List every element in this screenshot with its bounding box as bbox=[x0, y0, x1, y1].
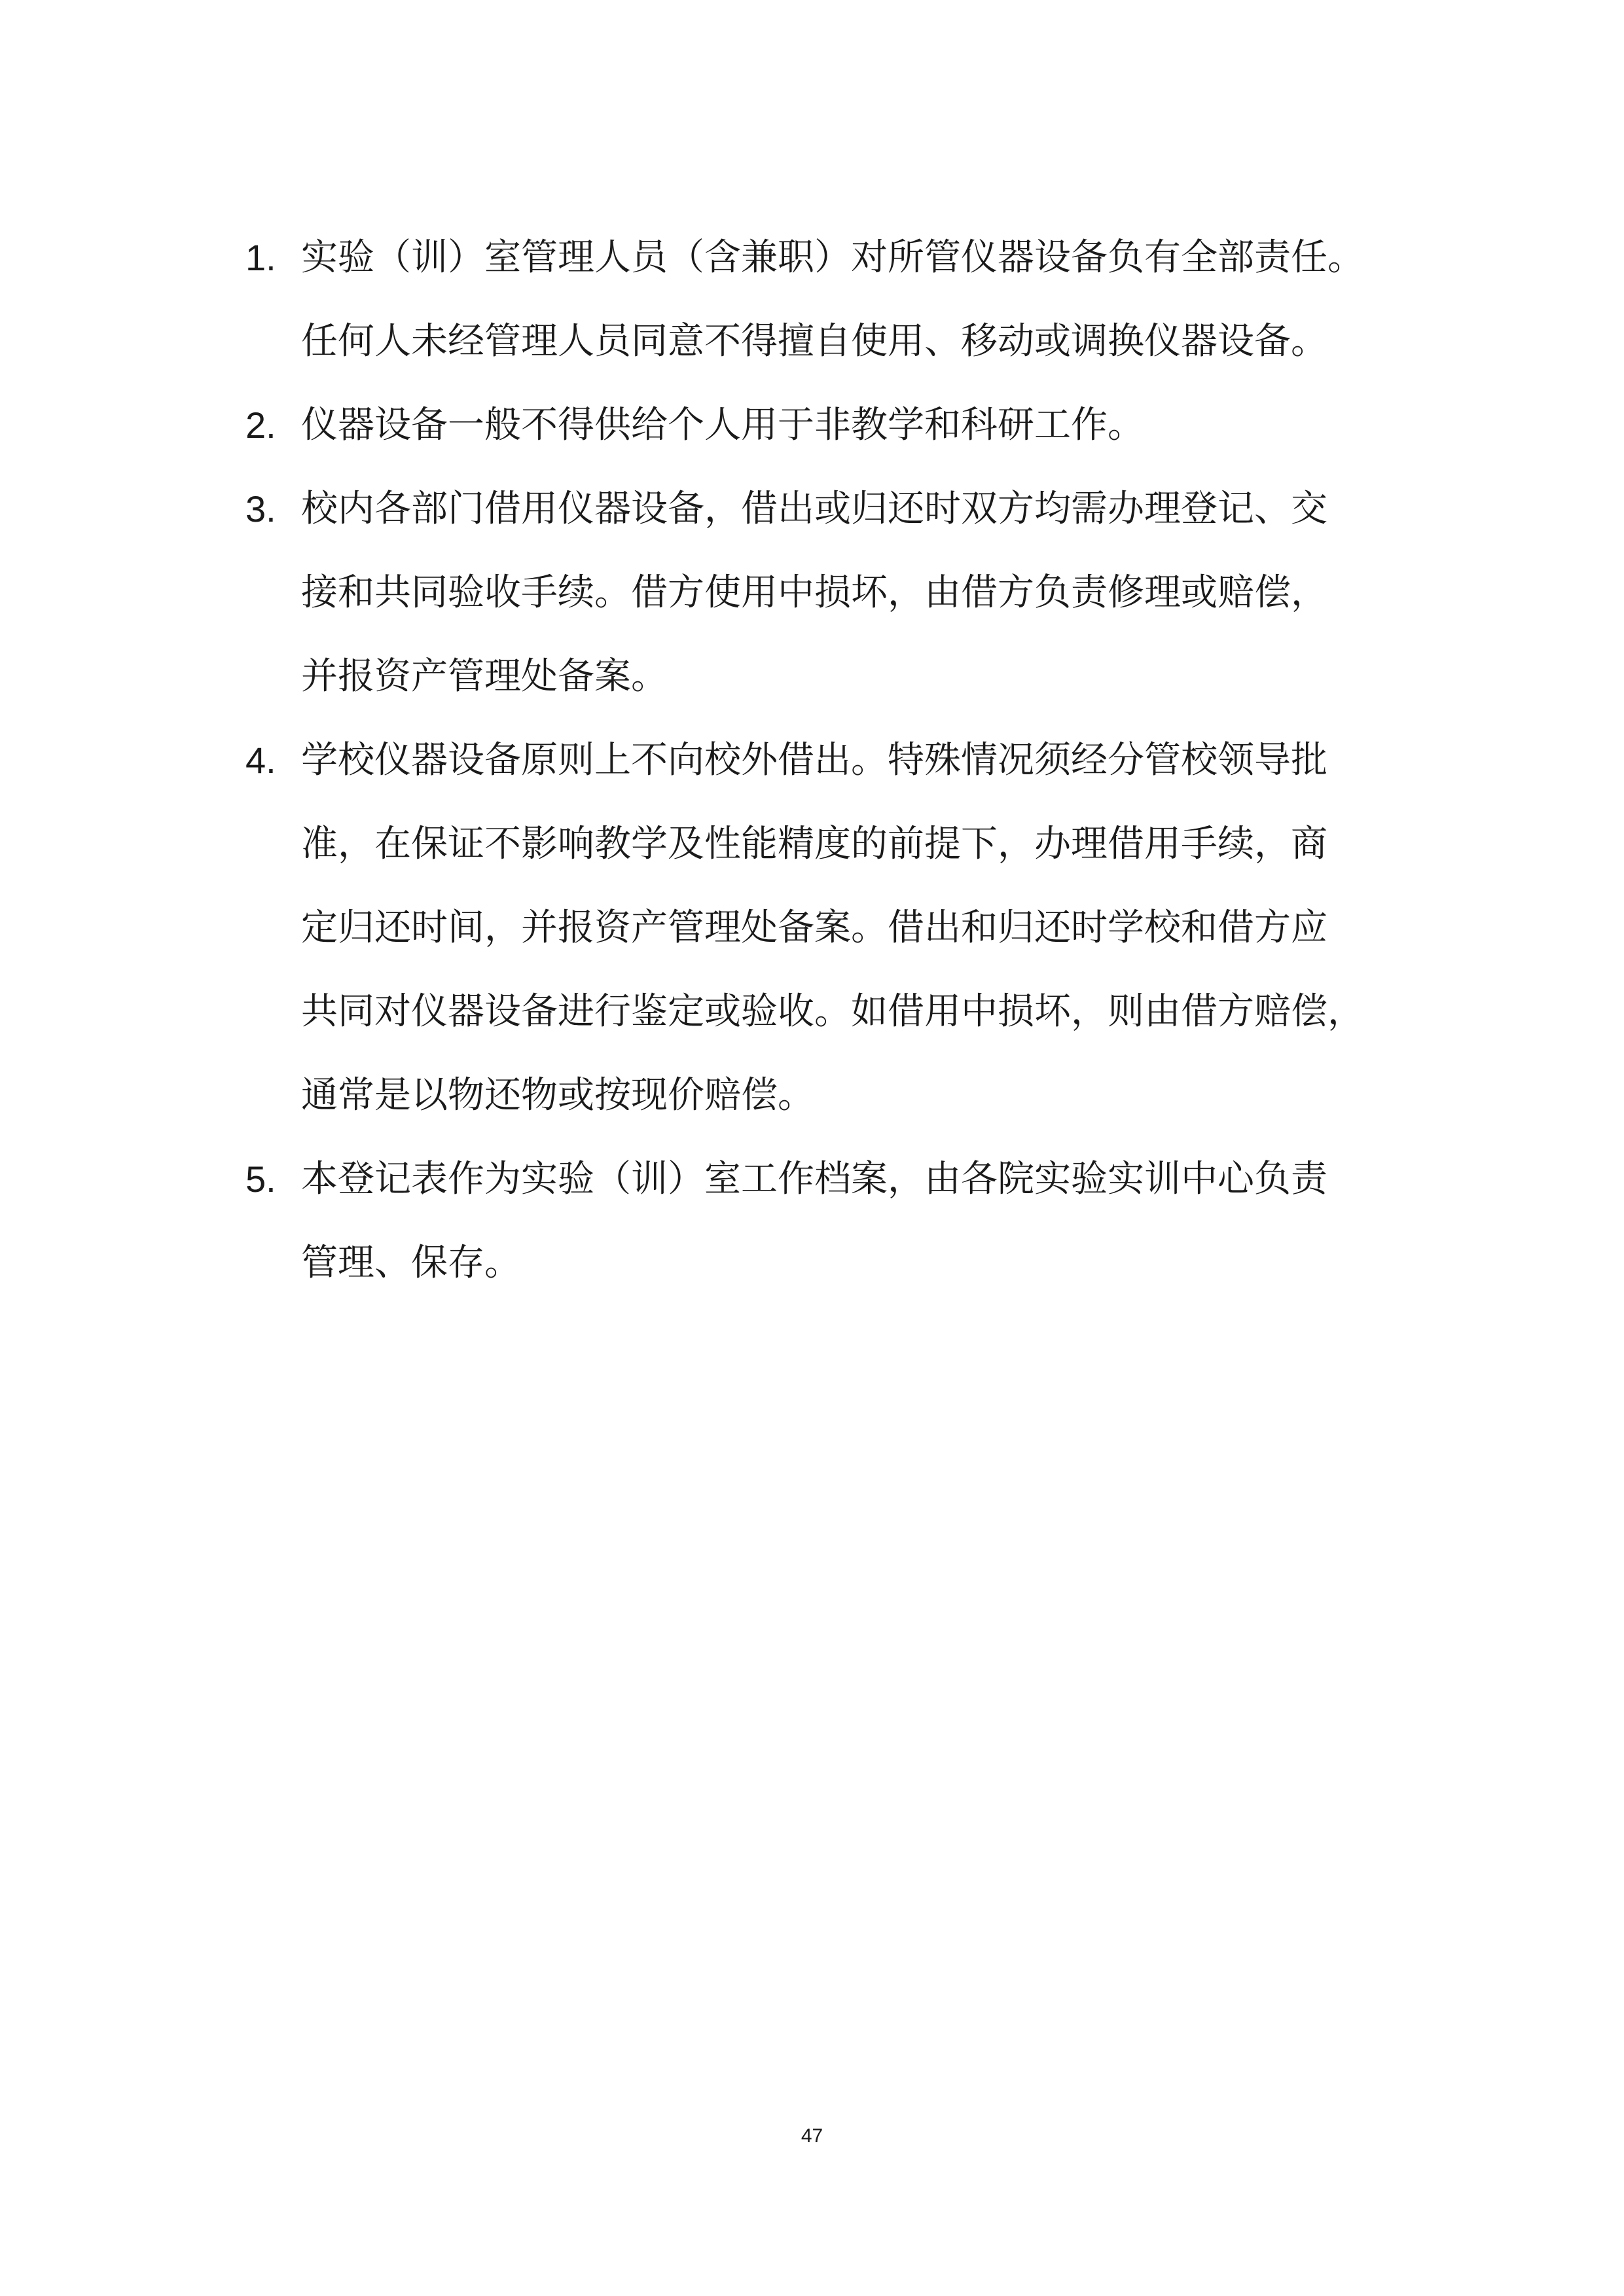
page-number: 47 bbox=[801, 2125, 823, 2147]
item-text-line: 实验（训）室管理人员（含兼职）对所管仪器设备负有全部责任。 bbox=[301, 236, 1364, 279]
item-number: 2. bbox=[245, 404, 276, 446]
item-text-line: 学校仪器设备原则上不向校外借出。特殊情况须经分管校领导批 bbox=[301, 739, 1327, 781]
item-text-line: 管理、保存。 bbox=[301, 1242, 521, 1284]
regulation-list bbox=[239, 216, 1404, 1305]
list-item bbox=[239, 1138, 1404, 1305]
item-text-line: 仪器设备一般不得供给个人用于非教学和科研工作。 bbox=[301, 404, 1144, 446]
list-item bbox=[239, 719, 1404, 1138]
item-text-line: 接和共同验收手续。借方使用中损坏，由借方负责修理或赔偿， bbox=[301, 571, 1327, 614]
item-number: 5. bbox=[245, 1158, 276, 1200]
item-text-line: 准，在保证不影响教学及性能精度的前提下，办理借用手续，商 bbox=[301, 823, 1327, 865]
list-item bbox=[239, 384, 1404, 467]
item-text-line: 共同对仪器设备进行鉴定或验收。如借用中损坏，则由借方赔偿， bbox=[301, 990, 1364, 1033]
item-text-line: 定归还时间，并报资产管理处备案。借出和归还时学校和借方应 bbox=[301, 906, 1327, 949]
item-text-line: 校内各部门借用仪器设备，借出或归还时双方均需办理登记、交 bbox=[301, 488, 1327, 530]
item-number: 4. bbox=[245, 740, 276, 781]
item-text-line: 并报资产管理处备案。 bbox=[301, 655, 668, 698]
item-text-line: 通常是以物还物或按现价赔偿。 bbox=[301, 1074, 814, 1117]
list-item bbox=[239, 467, 1404, 719]
list-item bbox=[239, 216, 1404, 384]
item-number: 3. bbox=[245, 488, 276, 529]
item-text-line: 本登记表作为实验（训）室工作档案，由各院实验实训中心负责 bbox=[301, 1158, 1327, 1200]
item-text-line: 任何人未经管理人员同意不得擅自使用、移动或调换仪器设备。 bbox=[301, 320, 1327, 363]
item-number: 1. bbox=[245, 237, 276, 278]
